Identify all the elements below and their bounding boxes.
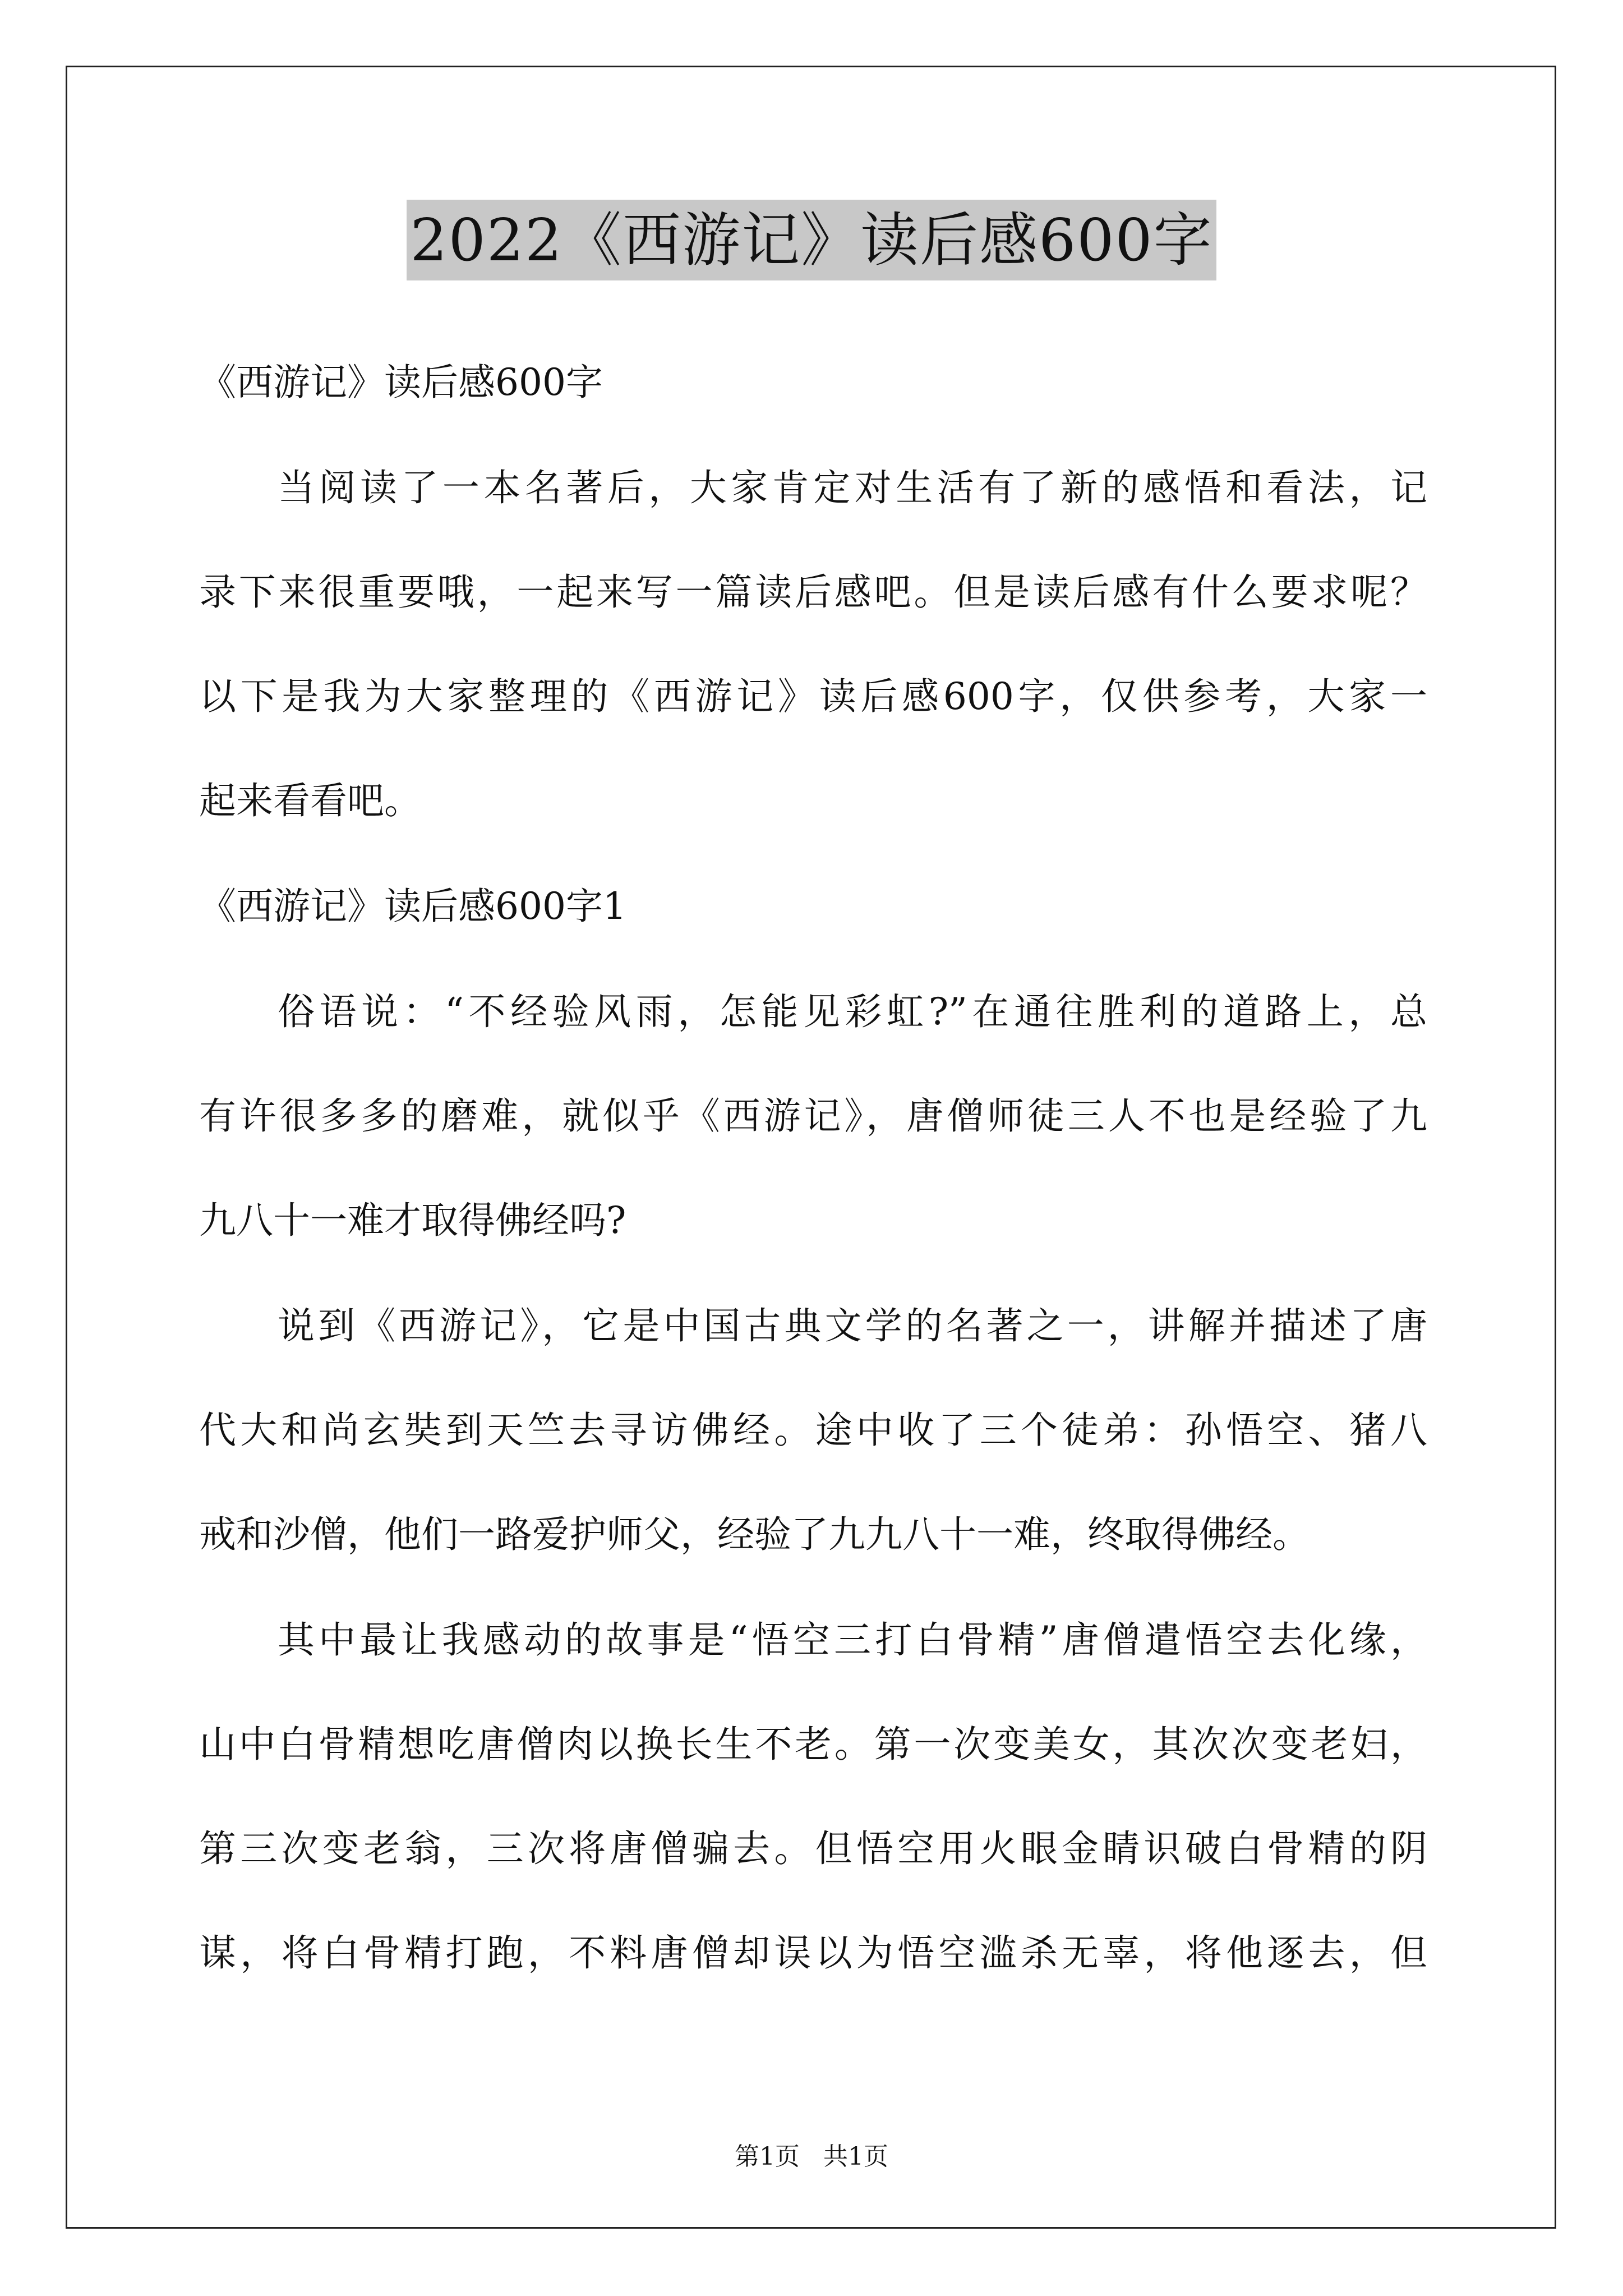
paragraph-line: 起来看看吧。 <box>199 779 421 822</box>
paragraph-line: 九八十一难才取得佛经吗? <box>199 1199 626 1242</box>
paragraph-line: 录下来很重要哦，一起来写一篇读后感吧。但是读后感有什么要求呢？ <box>199 570 1427 614</box>
paragraph-line: 谋，将白骨精打跑，不料唐僧却误以为悟空滥杀无辜，将他逐去，但 <box>199 1931 1427 1975</box>
paragraph-line: 代大和尚玄奘到天竺去寻访佛经。途中收了三个徒弟：孙悟空、猪八 <box>199 1409 1427 1452</box>
paragraph-line: 戒和沙僧，他们一路爱护师父，经验了九九八十一难，终取得佛经。 <box>199 1513 1310 1556</box>
page-total: 共1页 <box>823 2142 888 2171</box>
paragraph-line: 当阅读了一本名著后，大家肯定对生活有了新的感悟和看法，记 <box>278 466 1427 509</box>
paragraph-line: 以下是我为大家整理的《西游记》读后感600字，仅供参考，大家一 <box>199 675 1427 718</box>
document-title: 2022《西游记》读后感600字 <box>407 200 1216 280</box>
paragraph-line: 有许很多多的磨难，就似乎《西游记》，唐僧师徒三人不也是经验了九 <box>199 1094 1427 1138</box>
paragraph-line: 俗语说：“不经验风雨，怎能见彩虹?”在通往胜利的道路上，总 <box>278 990 1427 1033</box>
paragraph-line: 其中最让我感动的故事是“悟空三打白骨精”唐僧遣悟空去化缘， <box>278 1618 1427 1662</box>
page-number: 第1页 <box>735 2142 800 2171</box>
section-heading: 《西游记》读后感600字 <box>199 361 603 404</box>
paragraph-line: 说到《西游记》，它是中国古典文学的名著之一，讲解并描述了唐 <box>278 1304 1427 1347</box>
paragraph-line: 第三次变老翁，三次将唐僧骗去。但悟空用火眼金睛识破白骨精的阴 <box>199 1827 1427 1870</box>
title-container <box>0 200 1623 280</box>
page-footer <box>0 2140 1623 2174</box>
paragraph-line: 山中白骨精想吃唐僧肉以换长生不老。第一次变美女，其次次变老妇， <box>199 1723 1427 1766</box>
section-heading: 《西游记》读后感600字1 <box>199 885 626 928</box>
